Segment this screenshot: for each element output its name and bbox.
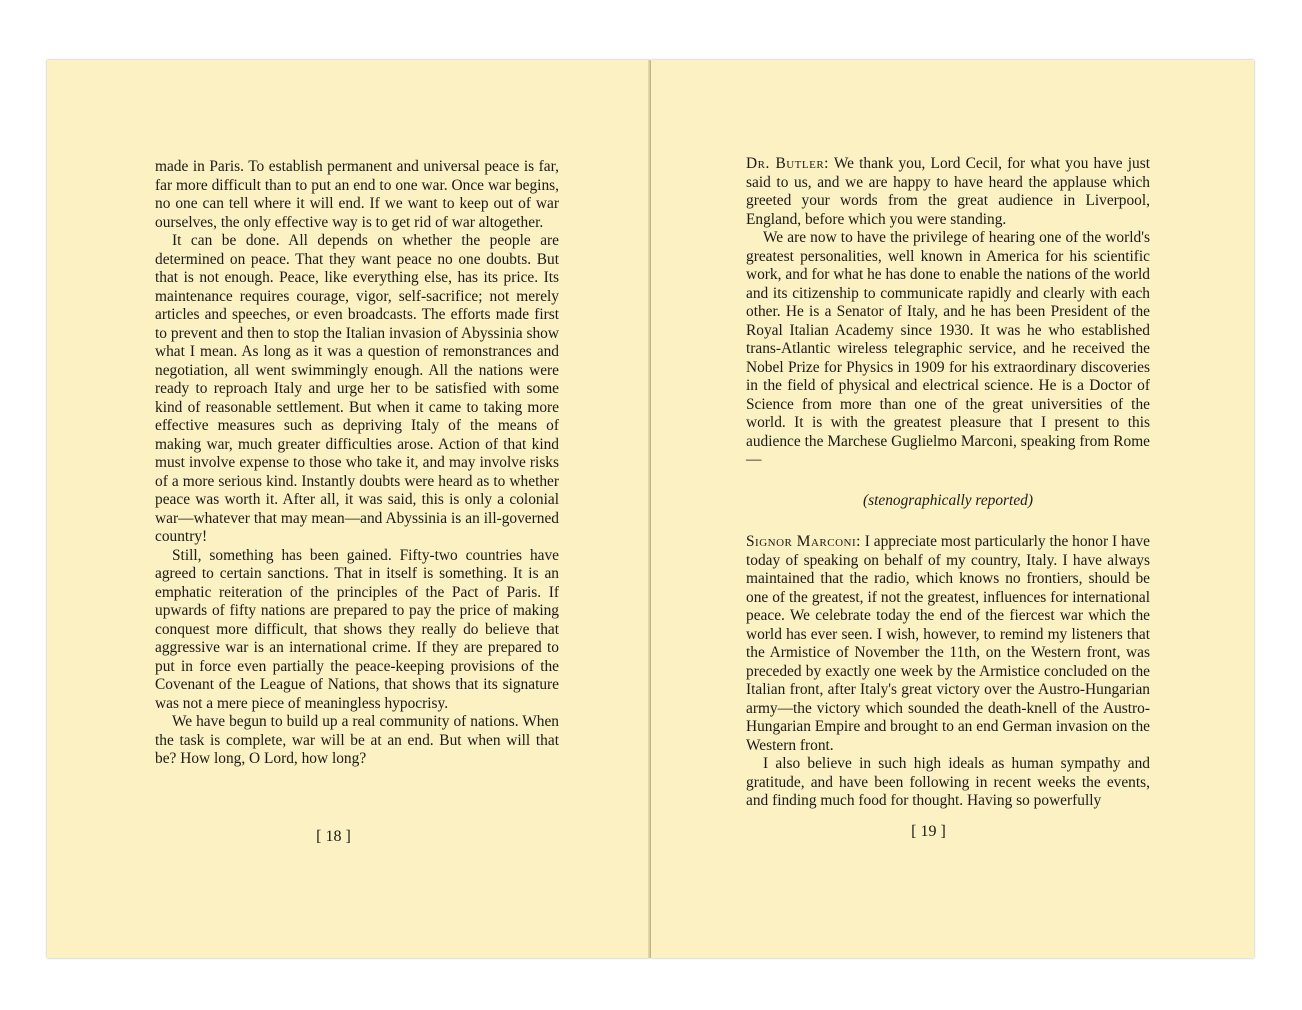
- speaker-marconi: Signor Marconi:: [746, 533, 861, 550]
- right-paragraph-4: I also believe in such high ideals as human sympathy and gratitude, and have been following in recent weeks the events, and finding much food for thought. Having so powerfully: [746, 755, 1150, 809]
- butler-speech-text: We thank you, Lord Cecil, for what you have just said to us, and we are happy to have heard the applause which greeted your words from the great audience in Liverpool, England, before which you were standing.: [746, 155, 1150, 228]
- left-paragraph-3: Still, something has been gained. Fifty-two countries have agreed to certain sanctions. That in itself is something. It is an emphatic reiteration of the principles of the Pact of Paris. If upwards of fifty nations are prepared to pay the price of making conquest more difficult, that shows they really do believe that aggressive war is an international crime. If they are prepared to put in force even partially the peace-keeping provisions of the Covenant of the League of Nations, that shows that its signature was not a mere piece of meaningless hypocrisy.: [155, 546, 559, 712]
- right-page-text: [746, 155, 1150, 811]
- butler-speech: [746, 155, 1150, 229]
- left-paragraph-4: We have begun to build up a real community of nations. When the task is complete, war will be at an end. But when will that be? How long, O Lord, how long?: [155, 713, 559, 767]
- left-page-number: [ 18 ]: [316, 828, 351, 845]
- speaker-butler: Dr. Butler:: [746, 155, 829, 172]
- left-paragraph-1: made in Paris. To establish permanent and universal peace is far, far more difficult than to put an end to one war. Once war begins, no one can tell where it will end. If we want to keep out of war ourselves, the only effective way is to get rid of war altogether.: [155, 158, 559, 231]
- left-page-text: [155, 158, 559, 769]
- left-page: [47, 60, 650, 958]
- marconi-speech: [746, 533, 1150, 755]
- right-page: [651, 60, 1254, 958]
- right-paragraph-2: We are now to have the privilege of hearing one of the world's greatest personalities, well known in America for his scientific work, and for what he has done to enable the nations of the world and its citizenship to communicate rapidly and clearly with each other. He is a Senator of Italy, and he has been President of the Royal Italian Academy since 1930. It was he who established trans-Atlantic wireless telegraphic service, and he received the Nobel Prize for Physics in 1909 for his extraordinary discoveries in the field of physical and electrical science. He is a Doctor of Science from more than one of the great universities of the world. It is with the greatest pleasure that I present to this audience the Marchese Guglielmo Marconi, speaking from Rome —: [746, 229, 1150, 468]
- marconi-speech-text: I appreciate most particularly the honor I have today of speaking on behalf of my country, Italy. I have always maintained that the radio, which knows no frontiers, should be one of the greatest, if not the greatest, influences for international peace. We celebrate today the end of the fiercest war which the world has ever seen. I wish, however, to remind my listeners that the Armistice of November the 11th, on the Western front, was preceded by exactly one week by the Armistice concluded on the Italian front, after Italy's great victory over the Austro-Hungarian army—the victory which sounded the death-knell of the Austro-Hungarian Empire and brought to an end German invasion on the Western front.: [746, 533, 1150, 754]
- left-paragraph-2: It can be done. All depends on whether the people are determined on peace. That they want peace no one doubts. But that is not enough. Peace, like everything else, has its price. Its maintenance requires courage, vigor, self-sacrifice; not merely articles and speeches, or even broadcasts. The efforts made first to prevent and then to stop the Italian invasion of Abyssinia show what I mean. As long as it was a question of remonstrances and negotiation, all went swimmingly enough. All the nations were ready to reproach Italy and urge her to be satisfied with some kind of reasonable settlement. But when it came to taking more effective measures such as depriving Italy of the means of making war, much greater difficulties arose. Action of that kind must involve expense to those who take it, and may involve risks of a more serious kind. Instantly doubts were heard as to whether peace was worth it. After all, it was said, this is only a colonial war—whatever that may mean—and Abyssinia is an ill-governed country!: [155, 232, 559, 545]
- stenographic-note: (stenographically reported): [863, 491, 1033, 509]
- right-page-number: [ 19 ]: [911, 823, 946, 840]
